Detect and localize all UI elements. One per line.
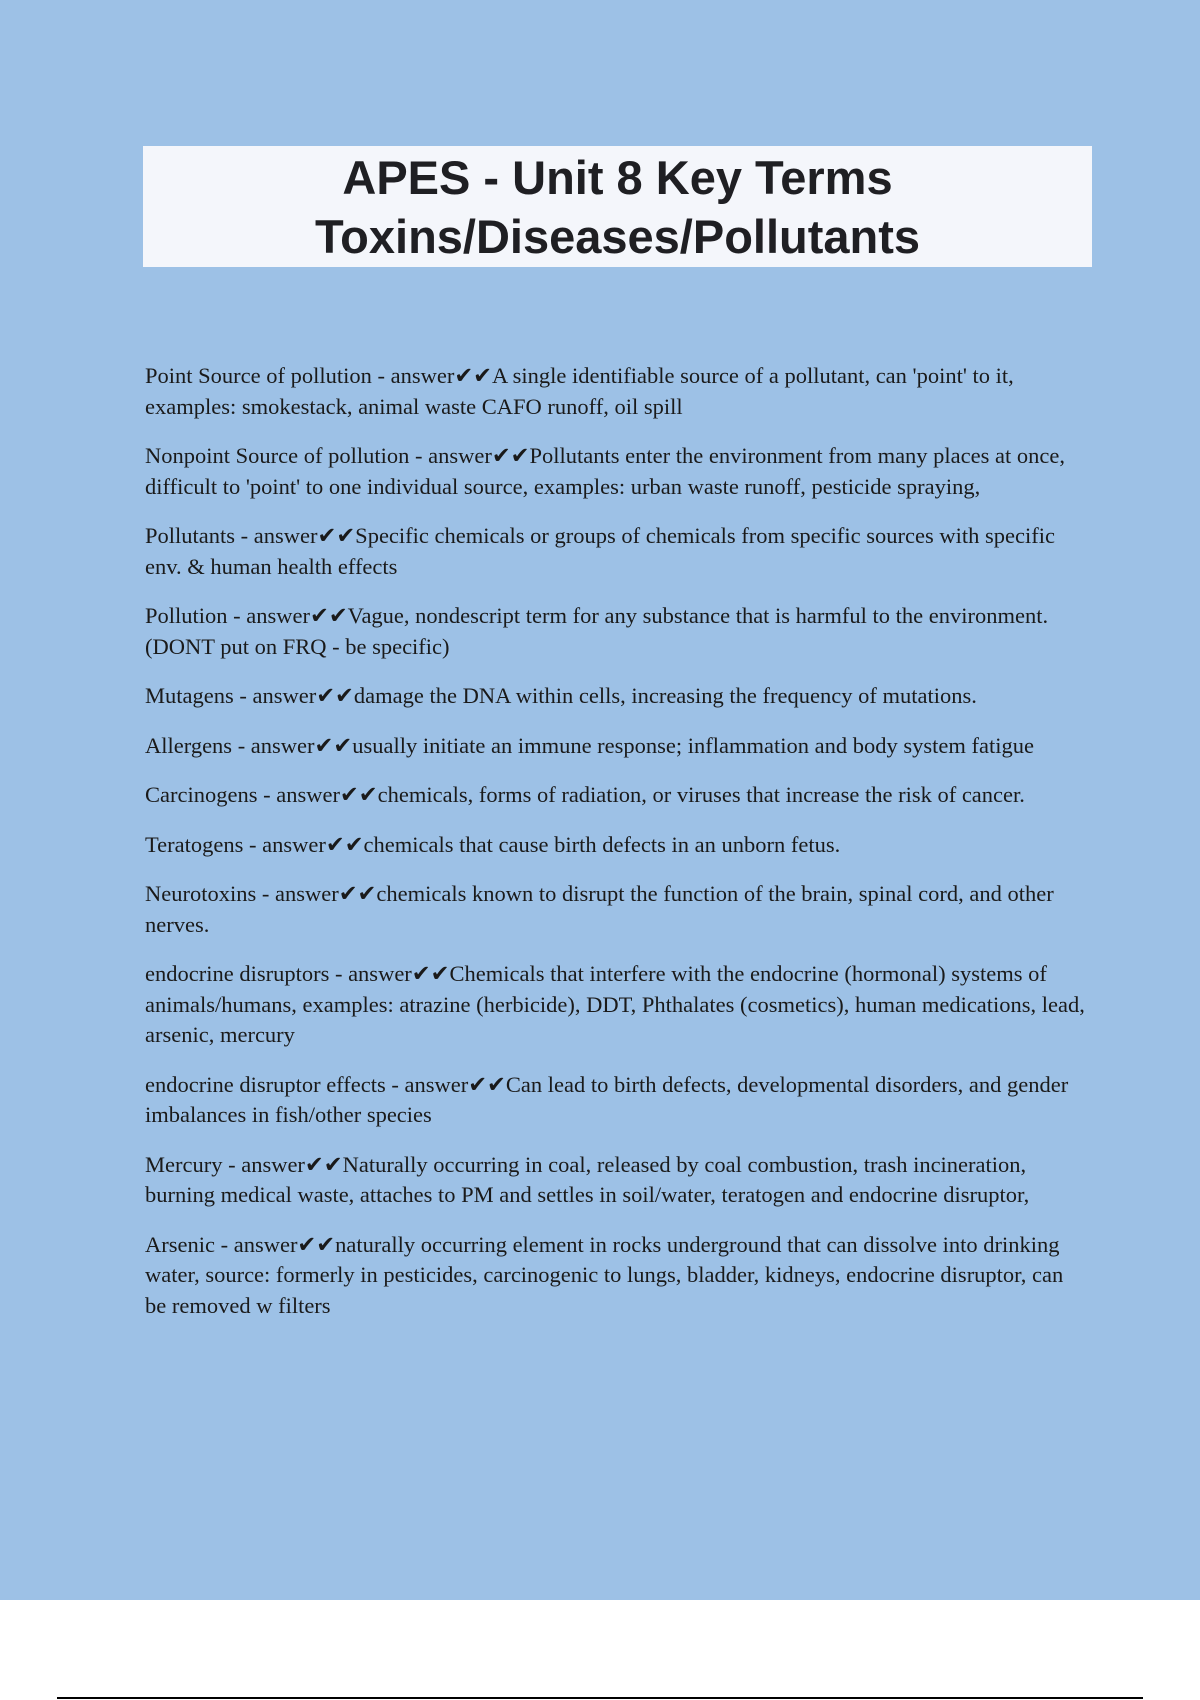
- title-box: [143, 146, 1092, 267]
- term-mutagens: Mutagens - answer✔✔damage the DNA within cells, increasing the frequency of mutations.: [145, 683, 977, 708]
- title-line-1: APES - Unit 8 Key Terms: [342, 151, 893, 204]
- term-arsenic: Arsenic - answer✔✔naturally occurring element in rocks underground that can dissolve into drinking water, source: formerly in pesticides, carcinogenic to lungs, bladder, kidneys, endocrine disruptor, can be removed w filters: [145, 1231, 1064, 1318]
- term-endocrine-disruptors: endocrine disruptors - answer✔✔Chemicals that interfere with the endocrine (hormonal) systems of animals/humans, examples: atrazine (herbicide), DDT, Phthalates (cosmetics), human medications, lead, arsenic, mercury: [145, 961, 1085, 1047]
- footer-rule: [57, 1697, 1143, 1699]
- term-allergens: Allergens - answer✔✔usually initiate an immune response; inflammation and body system fatigue: [145, 732, 1034, 758]
- term-carcinogens: Carcinogens - answer✔✔chemicals, forms of radiation, or viruses that increase the risk of cancer.: [145, 782, 1025, 807]
- term-mercury: Mercury - answer✔✔Naturally occurring in coal, released by coal combustion, trash incineration, burning medical waste, attaches to PM and settles in soil/water, teratogen and endocrine disruptor,: [145, 1151, 1030, 1207]
- title-line-2: Toxins/Diseases/Pollutants: [314, 210, 921, 263]
- term-point-source: Point Source of pollution - answer✔✔A single identifiable source of a pollutant, can 'point' to it, examples: smokestack, animal waste CAFO runoff, oil spill: [145, 363, 1014, 419]
- term-endocrine-disruptor-effects: endocrine disruptor effects - answer✔✔Can lead to birth defects, developmental disorders, and gender imbalances in fish/other species: [145, 1071, 1069, 1127]
- terms-list: [145, 361, 1090, 1340]
- term-neurotoxins: Neurotoxins - answer✔✔chemicals known to disrupt the function of the brain, spinal cord, and other nerves.: [145, 881, 1054, 937]
- term-pollution: Pollution - answer✔✔Vague, nondescript term for any substance that is harmful to the environment. (DONT put on FRQ - be specific): [145, 603, 1049, 659]
- term-teratogens: Teratogens - answer✔✔chemicals that cause birth defects in an unborn fetus.: [145, 831, 841, 857]
- term-pollutants: Pollutants - answer✔✔Specific chemicals or groups of chemicals from specific sources with specific env. & human health effects: [145, 523, 1055, 579]
- term-nonpoint-source: Nonpoint Source of pollution - answer✔✔Pollutants enter the environment from many places at once, difficult to 'point' to one individual source, examples: urban waste runoff, pesticide spraying,: [145, 443, 1065, 499]
